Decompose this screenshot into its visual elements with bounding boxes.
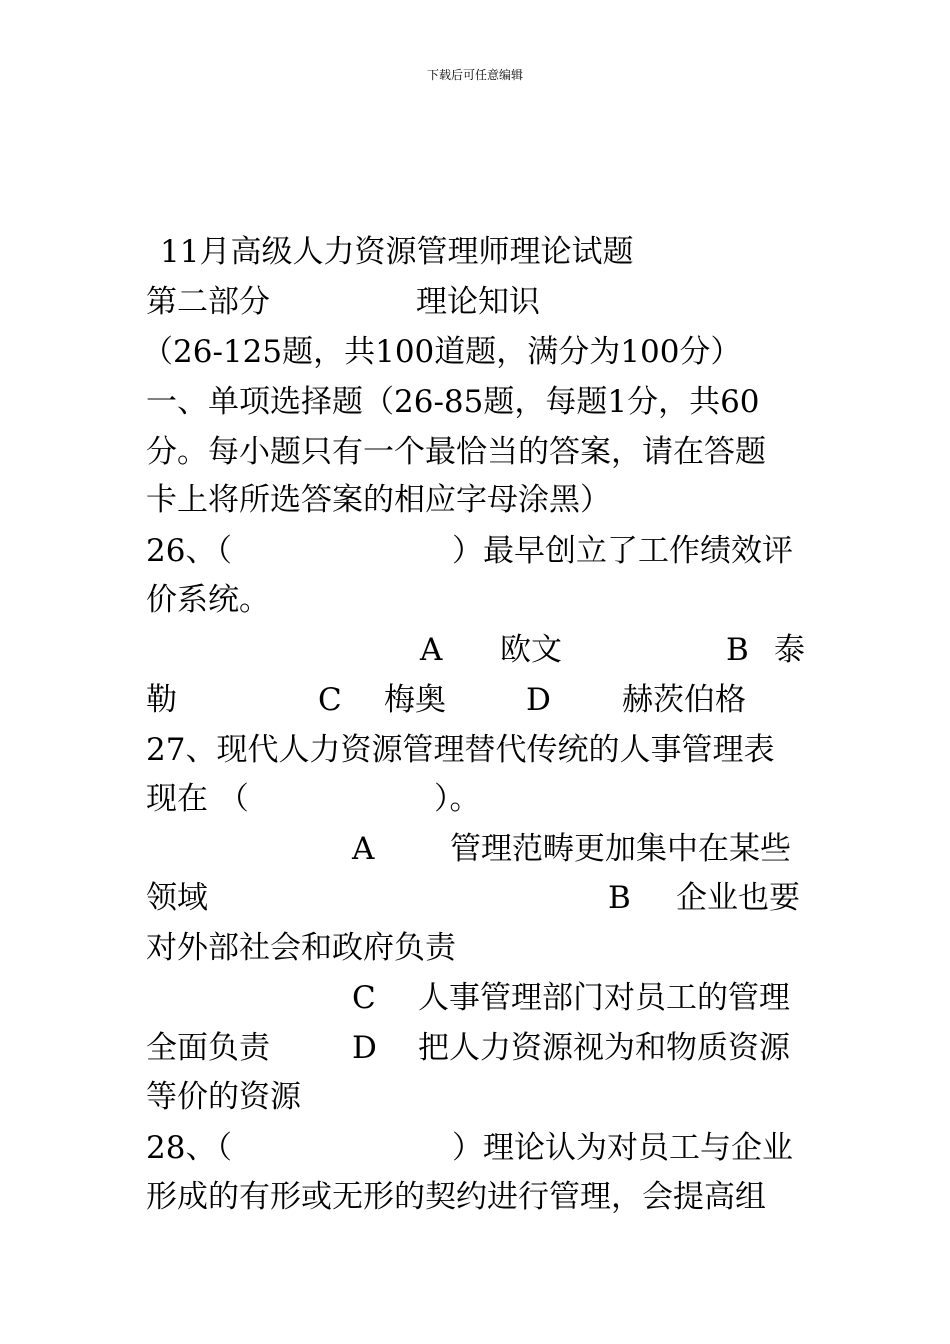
question-28 <box>146 1126 806 1170</box>
option-d-letter: D <box>352 1030 377 1066</box>
option-d-letter: D <box>526 682 551 718</box>
section-heading-line2: 分。每小题只有一个最恰当的答案，请在答题 <box>146 434 766 470</box>
document-title: 11月高级人力资源管理师理论试题 <box>160 234 634 270</box>
option-b-text: 泰 <box>774 632 805 668</box>
question-27-option-d-cont: 等价的资源 <box>146 1079 301 1115</box>
header-note: 下载后可任意编辑 <box>426 68 523 82</box>
question-27-cont <box>146 777 806 821</box>
question-27-option-b-cont: 对外部社会和政府负责 <box>146 930 456 966</box>
question-28-stem: ）理论认为对员工与企业 <box>452 1130 793 1166</box>
option-a-letter: A <box>420 632 443 668</box>
section-heading-line3: 卡上将所选答案的相应字母涂黑） <box>146 482 611 518</box>
section-heading-line1: 一、单项选择题（26-85题，每题1分，共60 <box>146 384 760 420</box>
question-26-cont: 价系统。 <box>146 582 270 618</box>
option-b-text: 企业也要 <box>676 880 800 916</box>
option-c-text-cont: 全面负责 <box>146 1030 270 1066</box>
part-label: 第二部分 <box>146 284 270 320</box>
option-a-text: 欧文 <box>500 632 562 668</box>
option-c-text: 梅奥 <box>384 682 446 718</box>
question-26-stem: ）最早创立了工作绩效评 <box>452 533 793 569</box>
question-27-option-b <box>146 876 806 920</box>
option-b-letter: B <box>726 632 749 668</box>
question-26-number: 26、（ <box>146 533 232 569</box>
option-b-letter: B <box>608 880 631 916</box>
option-c-letter: C <box>318 682 342 718</box>
question-27-cont-b: ）。 <box>434 781 481 817</box>
option-d-text: 把人力资源视为和物质资源 <box>418 1030 790 1066</box>
part-name: 理论知识 <box>416 284 540 320</box>
question-range: （26-125题，共100道题，满分为100分） <box>142 334 742 370</box>
question-27-option-a <box>146 827 806 871</box>
question-27-option-d <box>146 1026 806 1070</box>
question-27-option-c <box>146 976 806 1020</box>
question-26-options-line2 <box>146 678 806 722</box>
option-a-text: 管理范畴更加集中在某些 <box>450 831 791 867</box>
option-c-text: 人事管理部门对员工的管理 <box>418 980 790 1016</box>
part-line <box>146 280 806 324</box>
question-28-cont: 形成的有形或无形的契约进行管理，会提高组 <box>146 1179 766 1215</box>
question-26 <box>146 529 806 573</box>
question-27: 27、现代人力资源管理替代传统的人事管理表 <box>146 732 775 768</box>
question-26-options-line1 <box>146 628 806 672</box>
question-27-cont-a: 现在 （ <box>146 781 249 817</box>
option-a-letter: A <box>352 831 375 867</box>
option-b-text-cont: 勒 <box>146 682 177 718</box>
option-a-text-cont: 领域 <box>146 880 208 916</box>
question-28-number: 28、（ <box>146 1130 232 1166</box>
option-c-letter: C <box>352 980 376 1016</box>
option-d-text: 赫茨伯格 <box>622 682 746 718</box>
